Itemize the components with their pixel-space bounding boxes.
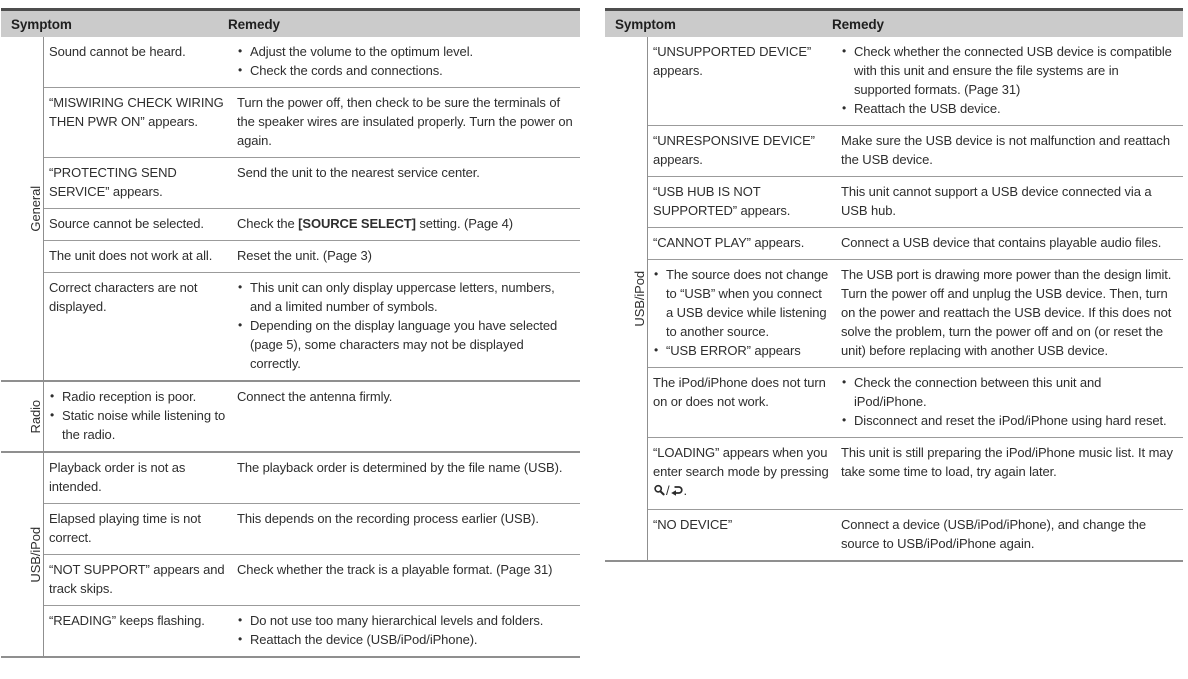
symptom-cell [44,158,237,208]
table-row [44,554,580,605]
remedy-bold-text: [SOURCE SELECT] [298,216,416,231]
symptom-cell [44,555,237,605]
remedy-cell [841,126,1183,176]
symptom-text: “NOT SUPPORT” appears and track skips. [49,562,225,596]
symptom-cell [648,126,841,176]
symptom-cell [44,606,237,656]
group-label: General [28,185,43,232]
symptom-text: Sound cannot be heard. [49,44,186,59]
remedy-cell [841,228,1183,259]
group-label: USB/iPod [28,526,43,583]
bullet-item: • Depending on the display language you have selected (page 5), some characters may not be displayed correctly. [237,316,574,373]
remedy-cell [237,88,580,157]
bullet-list [653,265,831,360]
remedy-text: setting. (Page 4) [415,216,514,231]
table-row [648,437,1183,509]
symptom-text: “LOADING” appears when you enter search mode by pressing [653,445,829,479]
bullet-item: • Reattach the device (USB/iPod/iPhone). [237,630,574,649]
remedy-column-header: Remedy [832,16,884,32]
bullet-item: • Disconnect and reset the iPod/iPhone using hard reset. [841,411,1177,430]
table-row [648,509,1183,560]
symptom-cell [44,241,237,272]
remedy-text: Connect the antenna firmly. [237,389,393,404]
symptom-text: Playback order is not as intended. [49,460,186,494]
symptom-cell [44,453,237,503]
table-row [44,87,580,157]
bullet-item: • This unit can only display uppercase letters, numbers, and a limited number of symbols. [237,278,574,316]
remedy-text: This unit is still preparing the iPod/iPhone music list. It may take some time to load, try again later. [841,445,1173,479]
remedy-cell [237,273,580,380]
symptom-cell [648,177,841,227]
remedy-text: This depends on the recording process earlier (USB). [237,511,539,526]
group-label-column [1,37,44,380]
symptom-cell [44,273,237,380]
symptom-cell [44,209,237,240]
symptom-column-header: Symptom [11,16,72,32]
table-row [648,227,1183,259]
group-label-column [605,37,648,560]
table-row [44,157,580,208]
bullet-item: • The source does not change to “USB” when you connect a USB device while listening to another source. [653,265,831,341]
table-row [648,37,1183,125]
symptom-text: Correct characters are not displayed. [49,280,198,314]
bullet-list [49,387,227,444]
group-usb-ipod-left [1,453,580,658]
symptom-text: “PROTECTING SEND SERVICE” appears. [49,165,177,199]
remedy-text: Connect a device (USB/iPod/iPhone), and change the source to USB/iPod/iPhone again. [841,517,1147,551]
table-row [44,453,580,503]
symptom-cell [648,510,841,560]
remedy-text: Check whether the track is a playable format. (Page 31) [237,562,553,577]
bullet-item: • “USB ERROR” appears [653,341,831,360]
symptom-text: “MISWIRING CHECK WIRING THEN PWR ON” appears. [49,95,224,129]
symptom-text: The iPod/iPhone does not turn on or does not work. [653,375,826,409]
troubleshooting-table-right [605,8,1183,562]
table-row [44,503,580,554]
symptom-cell [44,382,237,451]
remedy-cell [237,158,580,208]
bullet-list [237,278,574,373]
group-label: Radio [28,399,43,434]
remedy-column-header: Remedy [228,16,280,32]
symptom-text: “NO DEVICE” [653,517,733,532]
remedy-text: Connect a USB device that contains playable audio files. [841,235,1162,250]
remedy-text: This unit cannot support a USB device connected via a USB hub. [841,184,1152,218]
remedy-cell [237,606,580,656]
symptom-cell [648,260,841,367]
table-row [44,382,580,451]
troubleshooting-table-left [1,8,580,658]
remedy-cell [237,209,580,240]
group-usb-ipod-right [605,37,1183,562]
symptom-text: Source cannot be selected. [49,216,204,231]
symptom-text: / [666,483,670,498]
bullet-item: • Static noise while listening to the radio. [49,406,227,444]
bullet-item: • Check the connection between this unit and iPod/iPhone. [841,373,1177,411]
symptom-cell [648,37,841,125]
bullet-item: • Check the cords and connections. [237,61,574,80]
group-label-column [1,453,44,656]
back-icon [670,485,684,500]
remedy-cell [841,368,1183,437]
symptom-text: “CANNOT PLAY” appears. [653,235,805,250]
remedy-cell [237,504,580,554]
symptom-text: “USB HUB IS NOT SUPPORTED” appears. [653,184,791,218]
group-general [1,37,580,382]
table-row [44,37,580,87]
search-icon [653,485,666,500]
remedy-cell [237,241,580,272]
bullet-item: • Adjust the volume to the optimum level. [237,42,574,61]
bullet-item: • Reattach the USB device. [841,99,1177,118]
symptom-cell [44,504,237,554]
table-row [648,125,1183,176]
remedy-cell [237,382,580,451]
remedy-text: Make sure the USB device is not malfunction and reattach the USB device. [841,133,1170,167]
remedy-text: Reset the unit. (Page 3) [237,248,372,263]
remedy-cell [841,510,1183,560]
bullet-item: • Check whether the connected USB device is compatible with this unit and ensure the file systems are in supported formats. (Page 31) [841,42,1177,99]
bullet-item: • Radio reception is poor. [49,387,227,406]
symptom-cell [44,37,237,87]
remedy-cell [237,453,580,503]
bullet-list [841,42,1177,118]
table-header [1,8,580,37]
table-row [648,367,1183,437]
symptom-cell [648,368,841,437]
symptom-text: “READING” keeps flashing. [49,613,205,628]
remedy-text: Check the [237,216,299,231]
group-label-column [1,382,44,451]
group-radio [1,382,580,453]
table-row [44,605,580,656]
remedy-text: The USB port is drawing more power than the design limit. Turn the power off and unplug the USB device. Then, turn on the power and reattach the USB device. If this does not solve the problem, turn the power off and on (or reset the unit) before replacing with another USB device. [841,267,1172,358]
bullet-list [237,611,574,649]
remedy-text: Turn the power off, then check to be sure the terminals of the speaker wires are insulated properly. Turn the power on again. [237,95,573,148]
table-row [648,176,1183,227]
symptom-text: “UNSUPPORTED DEVICE” appears. [653,44,812,78]
symptom-text: “UNRESPONSIVE DEVICE” appears. [653,133,815,167]
symptom-text: . [683,483,688,498]
symptom-text: Elapsed playing time is not correct. [49,511,201,545]
remedy-cell [841,177,1183,227]
remedy-cell [237,37,580,87]
bullet-item: • Do not use too many hierarchical levels and folders. [237,611,574,630]
remedy-cell [841,260,1183,367]
remedy-text: The playback order is determined by the file name (USB). [237,460,563,475]
bullet-list [841,373,1177,430]
table-row [44,272,580,380]
remedy-cell [841,438,1183,509]
remedy-text: Send the unit to the nearest service center. [237,165,480,180]
remedy-cell [841,37,1183,125]
remedy-cell [237,555,580,605]
table-row [648,259,1183,367]
table-header [605,8,1183,37]
symptom-cell [648,228,841,259]
table-row [44,240,580,272]
symptom-column-header: Symptom [615,16,676,32]
symptom-text: The unit does not work at all. [49,248,213,263]
symptom-cell [648,438,841,509]
group-label: USB/iPod [632,270,647,327]
bullet-list [237,42,574,80]
table-row [44,208,580,240]
symptom-cell [44,88,237,157]
